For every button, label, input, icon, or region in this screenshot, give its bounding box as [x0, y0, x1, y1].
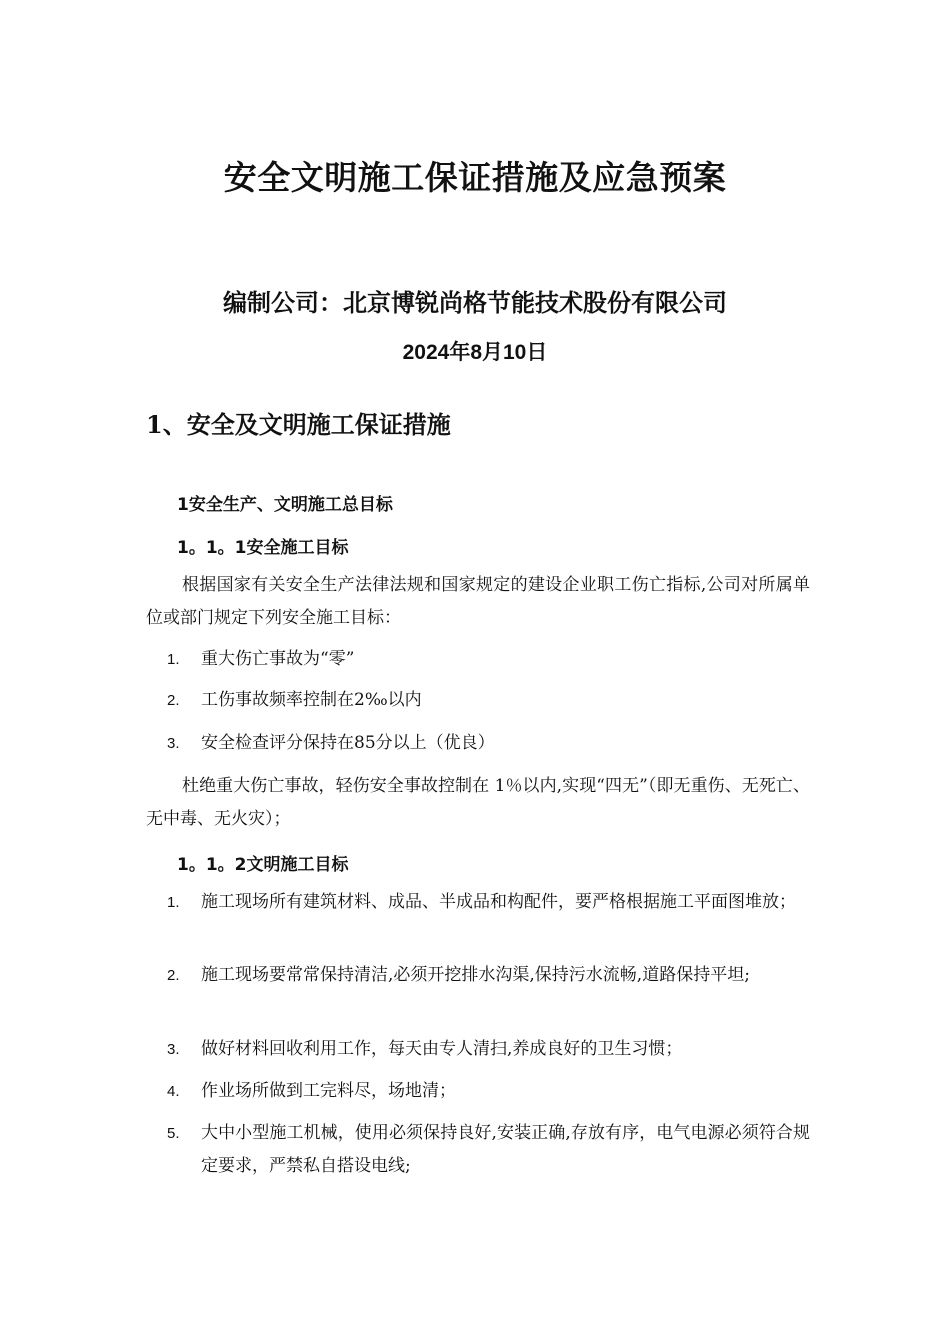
list-number: 1.	[167, 651, 180, 668]
list-item	[146, 643, 810, 676]
subsection-heading-civilized-goals: 1。1。2文明施工目标	[177, 855, 349, 875]
document-title: 安全文明施工保证措施及应急预案	[223, 158, 727, 197]
list-item	[146, 1033, 810, 1066]
list-number: 4.	[167, 1083, 180, 1100]
list-text: 做好材料回收利用工作，每天由专人清扫,养成良好的卫生习惯；	[201, 1039, 683, 1059]
safety-intro-paragraph: 根据国家有关安全生产法律法规和国家规定的建设企业职工伤亡指标,公司对所属单位或部门规定下列安全施工目标：	[146, 575, 810, 628]
list-text: 作业场所做到工完料尽，场地清；	[201, 1081, 456, 1101]
list-item	[146, 727, 810, 760]
subsection-heading-safety-goals: 1。1。1安全施工目标	[177, 538, 349, 558]
list-text: 大中小型施工机械，使用必须保持良好,安装正确,存放有序，电气电源必须符合规定要求，严禁私自搭设电线;	[201, 1123, 810, 1176]
list-text: 施工现场所有建筑材料、成品、半成品和构配件，要严格根据施工平面图堆放；	[201, 892, 796, 912]
list-text: 重大伤亡事故为“零”	[201, 649, 355, 669]
list-number: 5.	[167, 1125, 180, 1142]
list-number: 3.	[167, 1041, 180, 1058]
list-text: 安全检查评分保持在85分以上（优良）	[201, 733, 495, 753]
list-item	[146, 1075, 810, 1108]
list-item	[146, 1117, 810, 1183]
list-text: 施工现场要常常保持清洁,必须开挖排水沟渠,保持污水流畅,道路保持平坦;	[201, 965, 750, 985]
list-item	[146, 959, 810, 992]
company-line: 编制公司：北京博锐尚格节能技术股份有限公司	[223, 288, 727, 317]
subsection-heading-goals: 1安全生产、文明施工总目标	[177, 495, 393, 515]
list-number: 2.	[167, 967, 180, 984]
list-text: 工伤事故频率控制在2‰以内	[201, 690, 422, 710]
list-item	[146, 886, 810, 919]
list-item	[146, 684, 810, 717]
list-number: 1.	[167, 894, 180, 911]
safety-closing-paragraph: 杜绝重大伤亡事故，轻伤安全事故控制在 1％以内,实现“四无”（即无重伤、无死亡、无中毒、无火灾）；	[146, 776, 810, 829]
section-heading: 1、安全及文明施工保证措施	[146, 410, 451, 439]
list-number: 3.	[167, 735, 180, 752]
document-date: 2024年8月10日	[402, 341, 548, 364]
list-number: 2.	[167, 692, 180, 709]
